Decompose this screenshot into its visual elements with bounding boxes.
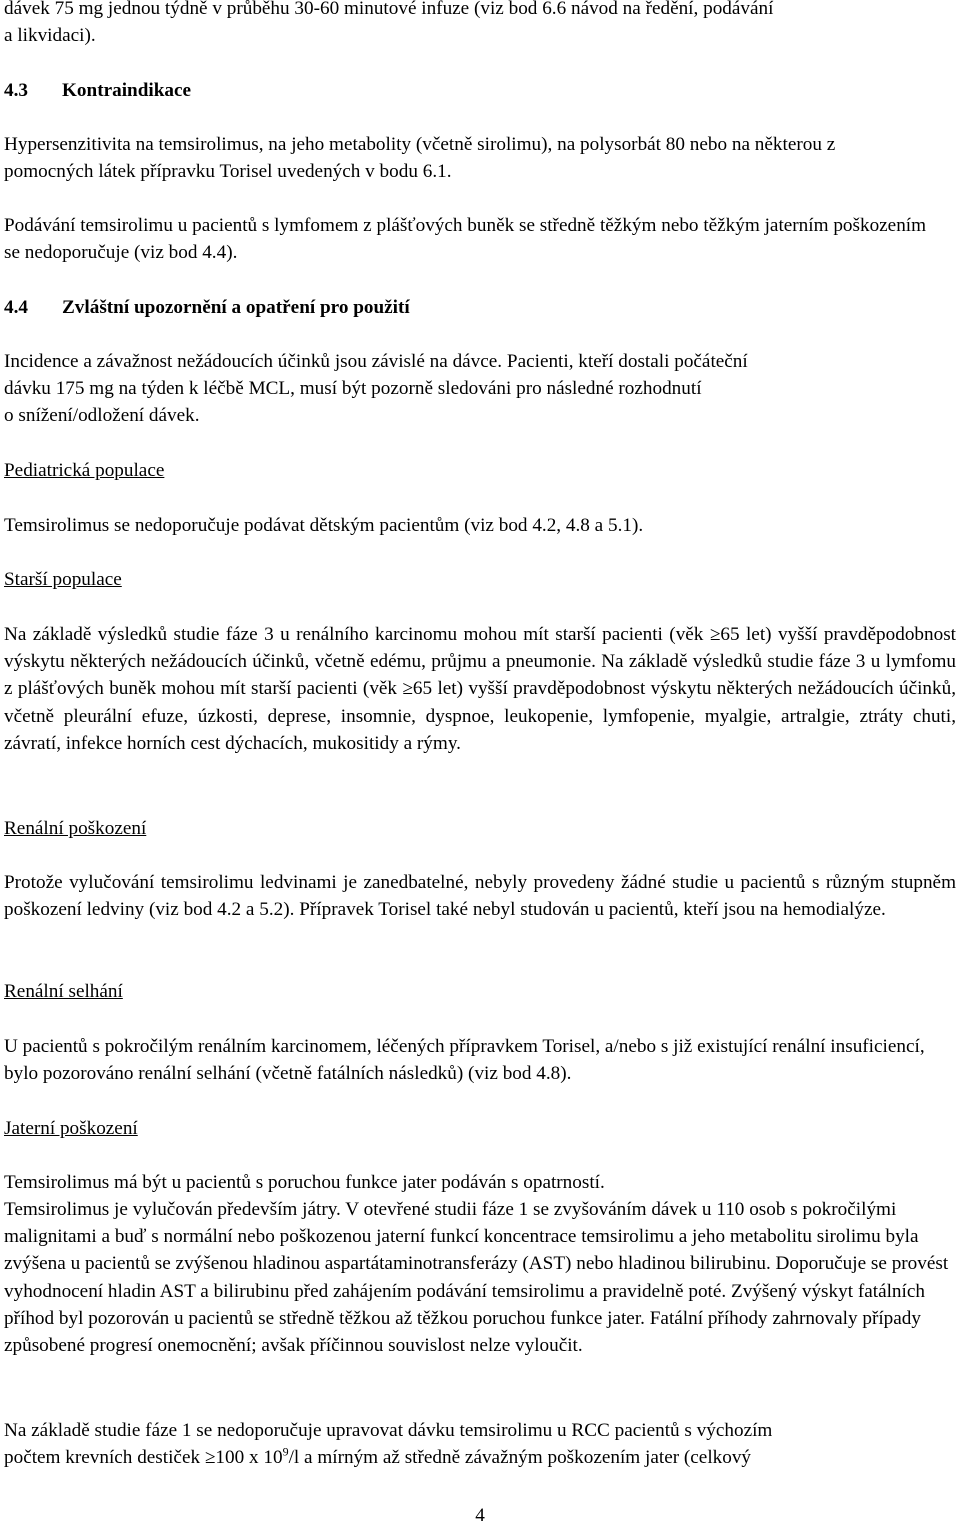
pediatric-paragraph: Temsirolimus se nedoporučuje podávat dětským pacientům (viz bod 4.2, 4.8 a 5.1).	[4, 515, 644, 536]
hepatic-impairment-heading: Jaterní poškození	[4, 1118, 138, 1139]
exponent: 9	[282, 1444, 289, 1459]
hepatic-paragraph: Temsirolimus je vylučován především játry. V otevřené studii fáze 1 se zvyšováním dávek u 110 osob s pokročilými malignitami a buď s normální nebo poškozenou jaterní funkcí koncentrace temsirolimu a jeho metabolitu sirolimu byla zvýšena u pacientů se zvýšenou hladinou aspartátaminotransferázy (AST) nebo hladinou bilirubinu. Doporučuje se provést vyhodnocení hladin AST a bilirubinu před zahájením podávání temsirolimu a pravidelně poté. Zvýšený výskyt fatálních příhod byl pozorován u pacientů se středně těžkou až těžkou poruchou funkce jater. Fatální příhody zahrnovaly případy způsobené progresí onemocnění; avšak příčinnou souvislost nelze vyloučit.	[4, 1199, 949, 1357]
dosing-text-a: počtem krevních destiček	[4, 1447, 205, 1469]
elderly-paragraph	[4, 621, 956, 757]
greater-equal-symbol: ≥	[709, 624, 721, 645]
hepatic-dosing-line-2	[4, 1444, 956, 1471]
hepatic-dosing-line-1: Na základě studie fáze 1 se nedoporučuje upravovat dávku temsirolimu u RCC pacientů s výchozím	[4, 1420, 773, 1441]
page-number: 4	[475, 1505, 485, 1526]
section-number: 4.3	[4, 80, 28, 101]
intro-line-1: dávek 75 mg jednou týdně v průběhu 30-60 minutové infuze (viz bod 6.6 návod na ředění, podávání	[4, 0, 774, 19]
greater-equal-symbol: ≥	[402, 678, 413, 700]
elderly-text-c: 65 let) vyšší pravděpodobnost výskytu některých nežádoucích účinků, včetně pleurální efuze, úzkosti, deprese, insomnie, dyspnoe, leukopenie, lymfopenie, myalgie, artralgie, ztráty chuti, závratí, infekce horních cest dýchacích, mukositidy a rýmy.	[4, 678, 956, 754]
pediatric-heading: Pediatrická populace	[4, 460, 165, 481]
warnings-line-3: o snížení/odložení dávek.	[4, 405, 200, 427]
renal-failure-heading: Renální selhání	[4, 981, 123, 1002]
section-title: Kontraindikace	[62, 80, 191, 101]
contraindication-paragraph-2: Podávání temsirolimu u pacientů s lymfomem z plášťových buněk se středně těžkým nebo těžkým jaterním poškozením se nedoporučuje (viz bod 4.4).	[4, 215, 927, 264]
contraindication-paragraph-1: Hypersenzitivita na temsirolimus, na jeho metabolity (včetně sirolimu), na polysorbát 80 nebo na některou z pomocných látek přípravku Torisel uvedených v bodu 6.1.	[4, 134, 836, 183]
warnings-line-2: dávku 175 mg na týden k léčbě MCL, musí být pozorně sledováni pro následné rozhodnutí	[4, 378, 702, 400]
dosing-text-c: /l a mírným až středně závažným poškozením jater (celkový	[288, 1447, 752, 1469]
elderly-text-b: 65 let) vyšší pravděpodobnost výskytu některých nežádoucích účinků, včetně edému, průjmu a pneumonie. Na základě výsledků studie fáze 3 u lymfomu z plášťových buněk mohou mít starší pacienti (věk	[4, 624, 956, 700]
intro-line-2: a likvidaci).	[4, 25, 96, 47]
section-4-4-heading	[4, 294, 956, 321]
intro-paragraph	[4, 0, 959, 49]
hepatic-dosing-paragraph	[4, 1417, 956, 1471]
section-title: Zvláštní upozornění a opatření pro použití	[62, 297, 410, 318]
document-page	[4, 0, 959, 1523]
hepatic-caution-line: Temsirolimus má být u pacientů s poruchou funkce jater podáván s opatrností.	[4, 1172, 605, 1193]
elderly-text-a: Na základě výsledků studie fáze 3 u renálního karcinomu mohou mít starší pacienti (věk	[4, 624, 710, 645]
elderly-heading: Starší populace	[4, 569, 122, 590]
dosing-text-b: 100 x 10	[215, 1447, 283, 1469]
section-4-3-heading	[4, 77, 956, 104]
renal-impairment-paragraph: Protože vylučování temsirolimu ledvinami je zanedbatelné, nebyly provedeny žádné studie u pacientů s různým stupněm poškození ledviny (viz bod 4.2 a 5.2). Přípravek Torisel také nebyl studován u pacientů, kteří jsou na hemodialýze.	[4, 872, 956, 921]
section-number: 4.4	[4, 297, 28, 318]
warnings-line-1: Incidence a závažnost nežádoucích účinků jsou závislé na dávce. Pacienti, kteří dostali počáteční	[4, 351, 748, 372]
renal-failure-paragraph: U pacientů s pokročilým renálním karcinomem, léčených přípravkem Torisel, a/nebo s již existující renální insuficiencí, bylo pozorováno renální selhání (včetně fatálních následků) (viz bod 4.8).	[4, 1036, 925, 1085]
renal-impairment-heading: Renální poškození	[4, 818, 147, 839]
greater-equal-symbol: ≥	[204, 1447, 216, 1469]
warnings-paragraph	[4, 348, 956, 430]
